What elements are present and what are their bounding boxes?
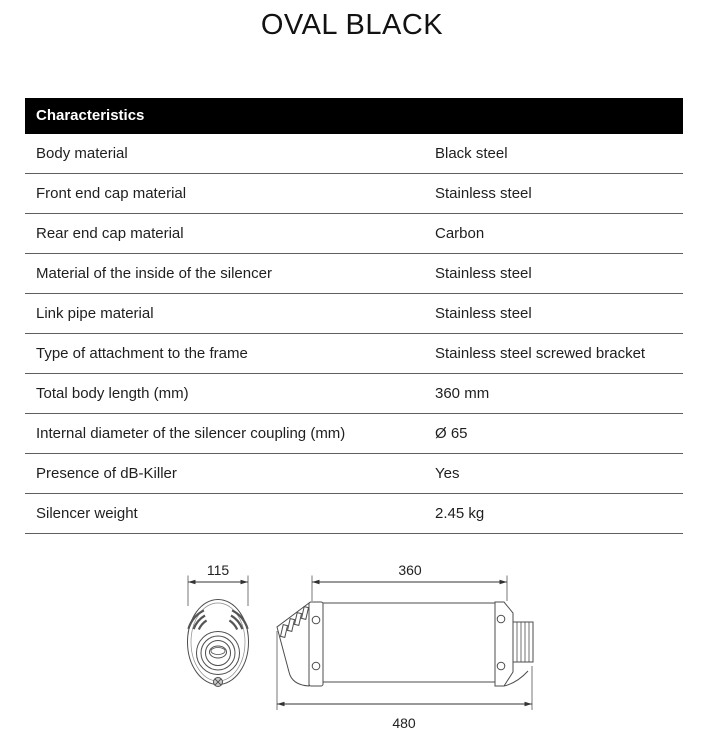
rear-cap: [495, 602, 513, 686]
row-label: Presence of dB-Killer: [36, 465, 177, 482]
table-header: Characteristics: [25, 98, 683, 134]
bottom-bolt: [214, 678, 223, 687]
row-label: Body material: [36, 145, 128, 162]
row-value: Black steel: [435, 145, 508, 162]
row-value: 2.45 kg: [435, 505, 485, 522]
row-value: Stainless steel: [435, 185, 532, 202]
table-row: [25, 174, 683, 214]
dimension-360-label: 360: [398, 562, 422, 578]
table-row: [25, 414, 683, 454]
row-value: Carbon: [435, 225, 485, 242]
table-row: [25, 374, 683, 414]
table-row: [25, 254, 683, 294]
vent-slots: [188, 610, 247, 629]
front-view-drawing: [188, 600, 249, 687]
row-value: Stainless steel: [435, 265, 532, 282]
row-value: Ø 65: [435, 425, 468, 442]
row-label: Rear end cap material: [36, 225, 184, 242]
row-label: Link pipe material: [36, 305, 154, 322]
table-row: [25, 134, 683, 174]
table-row: [25, 494, 683, 534]
row-label: Internal diameter of the silencer coupling (mm): [36, 425, 346, 442]
row-label: Type of attachment to the frame: [36, 345, 248, 362]
row-value: Stainless steel: [435, 305, 532, 322]
page-title: OVAL BLACK: [260, 9, 444, 41]
row-label: Front end cap material: [36, 185, 187, 202]
nose-cone: [277, 603, 309, 686]
row-label: Total body length (mm): [36, 385, 189, 402]
row-value: Yes: [435, 465, 460, 482]
outlet-pipe: [513, 622, 533, 662]
characteristics-table: [25, 98, 683, 534]
dimension-480-label: 480: [392, 715, 416, 731]
dimension-360: [312, 562, 507, 601]
side-view-drawing: [277, 602, 533, 686]
dimension-115-label: 115: [206, 562, 230, 578]
technical-drawing: [0, 540, 704, 740]
table-row: [25, 334, 683, 374]
row-label: Material of the inside of the silencer: [36, 265, 272, 282]
row-value: 360 mm: [435, 385, 490, 402]
table-row: [25, 454, 683, 494]
silencer-body: [323, 603, 495, 682]
row-label: Silencer weight: [36, 505, 138, 522]
table-row: [25, 294, 683, 334]
table-row: [25, 214, 683, 254]
outlet-circles: [197, 632, 240, 675]
front-cap-band: [309, 602, 323, 686]
row-value: Stainless steel screwed bracket: [435, 345, 646, 362]
